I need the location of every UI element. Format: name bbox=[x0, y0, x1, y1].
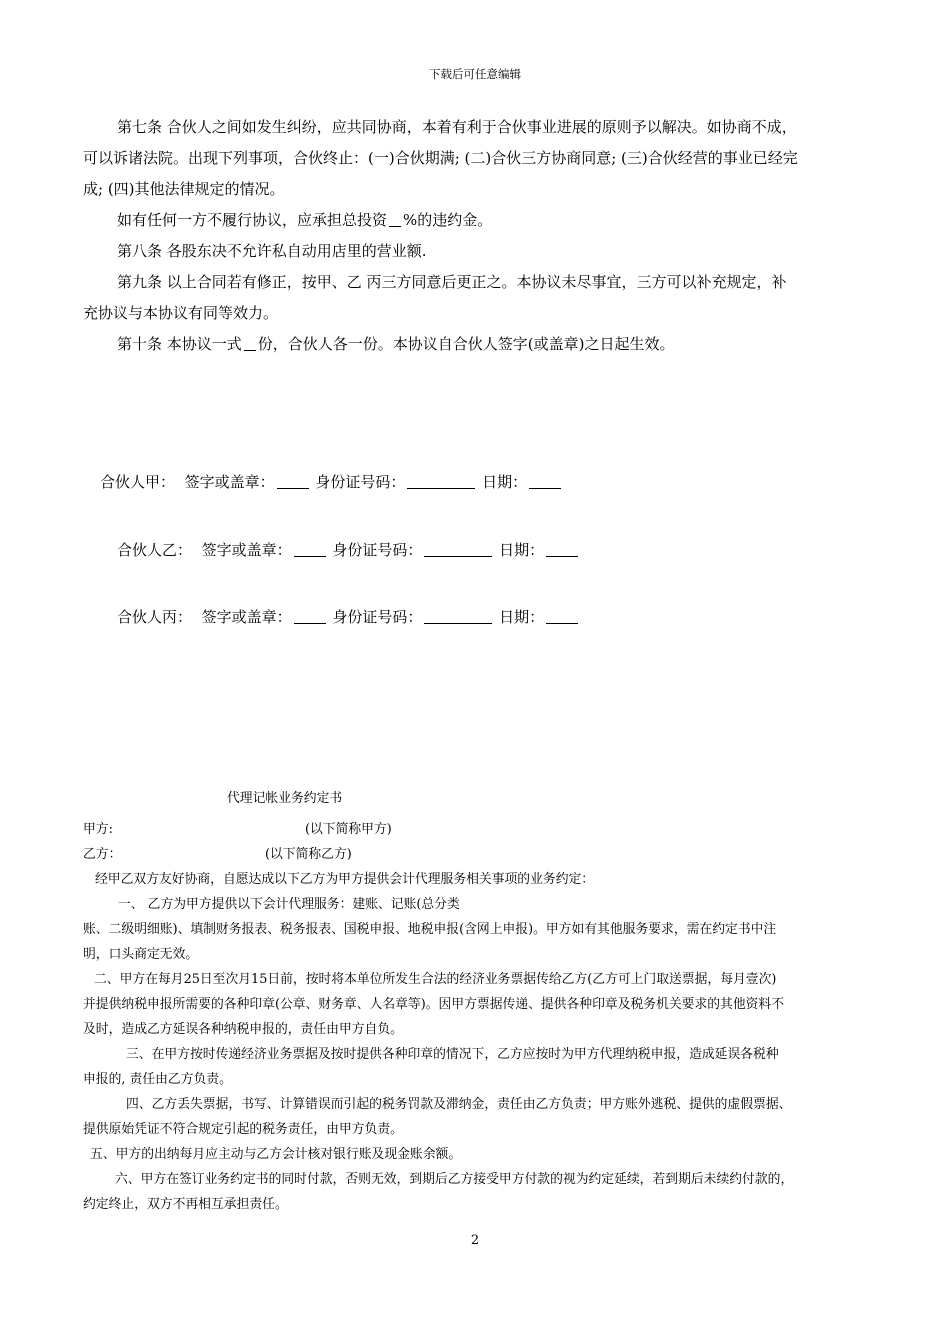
article-8: 第八条 各股东决不允许私自动用店里的营业额. bbox=[117, 242, 427, 260]
party-b-note: (以下简称乙方) bbox=[265, 847, 352, 862]
id-blank bbox=[424, 609, 492, 624]
clause-2-line-1: 二、甲方在每月25日至次月15日前，按时将本单位所发生合法的经济业务票据传给乙方(乙方可上门取送票据，每月壹次) bbox=[94, 972, 777, 987]
article-10-suffix: 份，合伙人各一份。本协议自合伙人签字(或盖章)之日起生效。 bbox=[257, 335, 675, 353]
clause-5: 五、甲方的出纳每月应主动与乙方会计核对银行账及现金账余额。 bbox=[90, 1147, 462, 1162]
clause-3-line-2: 申报的, 责任由乙方负责。 bbox=[83, 1072, 232, 1087]
party-a-label: 甲方: bbox=[83, 822, 113, 837]
sign-label: 签字或盖章： bbox=[201, 541, 292, 559]
clause-2-line-3: 及时，造成乙方延误各种纳税申报的，责任由甲方自负。 bbox=[83, 1022, 403, 1037]
clause-1-line-1: 一、 乙方为甲方提供以下会计代理服务：建账、记账(总分类 bbox=[118, 897, 460, 912]
sign-blank bbox=[294, 542, 326, 557]
clause-6-line-1: 六、甲方在签订业务约定书的同时付款，否则无效，到期后乙方接受甲方付款的视为约定延续，若到期后未续约付款的， bbox=[115, 1172, 794, 1187]
page-header: 下载后可任意编辑 bbox=[429, 67, 521, 81]
date-blank bbox=[529, 474, 561, 489]
sign-blank bbox=[294, 609, 326, 624]
article-7-line-1: 第七条 合伙人之间如发生纠纷，应共同协商，本着有利于合伙事业进展的原则予以解决。如协商不成， bbox=[117, 118, 797, 136]
partner-label: 合伙人乙： bbox=[117, 541, 193, 559]
date-label: 日期： bbox=[499, 608, 545, 626]
clause-2-line-2: 并提供纳税申报所需要的各种印章(公章、财务章、人名章等)。因甲方票据传递、提供各种印章及税务机关要求的其他资料不 bbox=[83, 997, 785, 1012]
clause-4-line-1: 四、乙方丢失票据，书写、计算错误而引起的税务罚款及滞纳金，责任由乙方负责；甲方账外逃税、提供的虚假票据、 bbox=[126, 1097, 792, 1112]
clause-1-line-2: 账、二级明细账)、填制财务报表、税务报表、国税申报、地税申报(含网上申报)。甲方如有其他服务要求，需在约定书中注 bbox=[83, 922, 777, 937]
article-10 bbox=[83, 329, 873, 360]
article-9-line-1: 第九条 以上合同若有修正，按甲、乙 丙三方同意后更正之。本协议未尽事宜，三方可以补充规定，补 bbox=[117, 273, 787, 291]
clause-1-line-3: 明，口头商定无效。 bbox=[83, 947, 199, 962]
signature-line-partner-a bbox=[100, 471, 563, 492]
id-blank bbox=[424, 542, 492, 557]
article-7 bbox=[83, 112, 873, 360]
signature-line-partner-c bbox=[117, 606, 580, 627]
party-b-label: 乙方： bbox=[83, 847, 122, 862]
date-label: 日期： bbox=[482, 473, 528, 491]
clause-6-line-2: 约定终止，双方不再相互承担责任。 bbox=[83, 1197, 288, 1212]
page-number: 2 bbox=[470, 1233, 480, 1248]
id-label: 身份证号码： bbox=[315, 473, 406, 491]
sign-label: 签字或盖章： bbox=[184, 473, 275, 491]
breach-clause-suffix: %的违约金。 bbox=[403, 211, 493, 229]
breach-clause bbox=[83, 205, 873, 236]
article-7-line-3: 成; (四)其他法律规定的情况。 bbox=[83, 180, 285, 198]
clause-4-line-2: 提供原始凭证不符合规定引起的税务责任，由甲方负责。 bbox=[83, 1122, 403, 1137]
date-blank bbox=[546, 542, 578, 557]
article-10-text: 第十条 本协议一式 bbox=[117, 335, 242, 353]
partner-label: 合伙人甲： bbox=[100, 473, 176, 491]
breach-clause-text: 如有任何一方不履行协议，应承担总投资 bbox=[117, 211, 388, 229]
agreement-intro: 经甲乙双方友好协商，自愿达成以下乙方为甲方提供会计代理服务相关事项的业务约定： bbox=[95, 872, 595, 887]
id-blank bbox=[407, 474, 475, 489]
copies-blank bbox=[244, 336, 256, 351]
signature-line-partner-b bbox=[117, 539, 580, 560]
breach-percent-blank bbox=[389, 212, 401, 227]
agreement-title: 代理记帐业务约定书 bbox=[227, 791, 343, 806]
article-7-line-2: 可以诉诸法院。出现下列事项，合伙终止：(一)合伙期满; (二)合伙三方协商同意; (三)合伙经营的事业已经完 bbox=[83, 149, 798, 167]
date-label: 日期： bbox=[499, 541, 545, 559]
id-label: 身份证号码： bbox=[332, 608, 423, 626]
article-9-line-2: 充协议与本协议有同等效力。 bbox=[83, 304, 279, 322]
clause-3-line-1: 三、在甲方按时传递经济业务票据及按时提供各种印章的情况下，乙方应按时为甲方代理纳税申报，造成延误各税种 bbox=[126, 1047, 779, 1062]
sign-label: 签字或盖章： bbox=[201, 608, 292, 626]
id-label: 身份证号码： bbox=[332, 541, 423, 559]
partner-label: 合伙人丙： bbox=[117, 608, 193, 626]
sign-blank bbox=[277, 474, 309, 489]
date-blank bbox=[546, 609, 578, 624]
party-a-note: (以下简称甲方) bbox=[305, 822, 392, 837]
